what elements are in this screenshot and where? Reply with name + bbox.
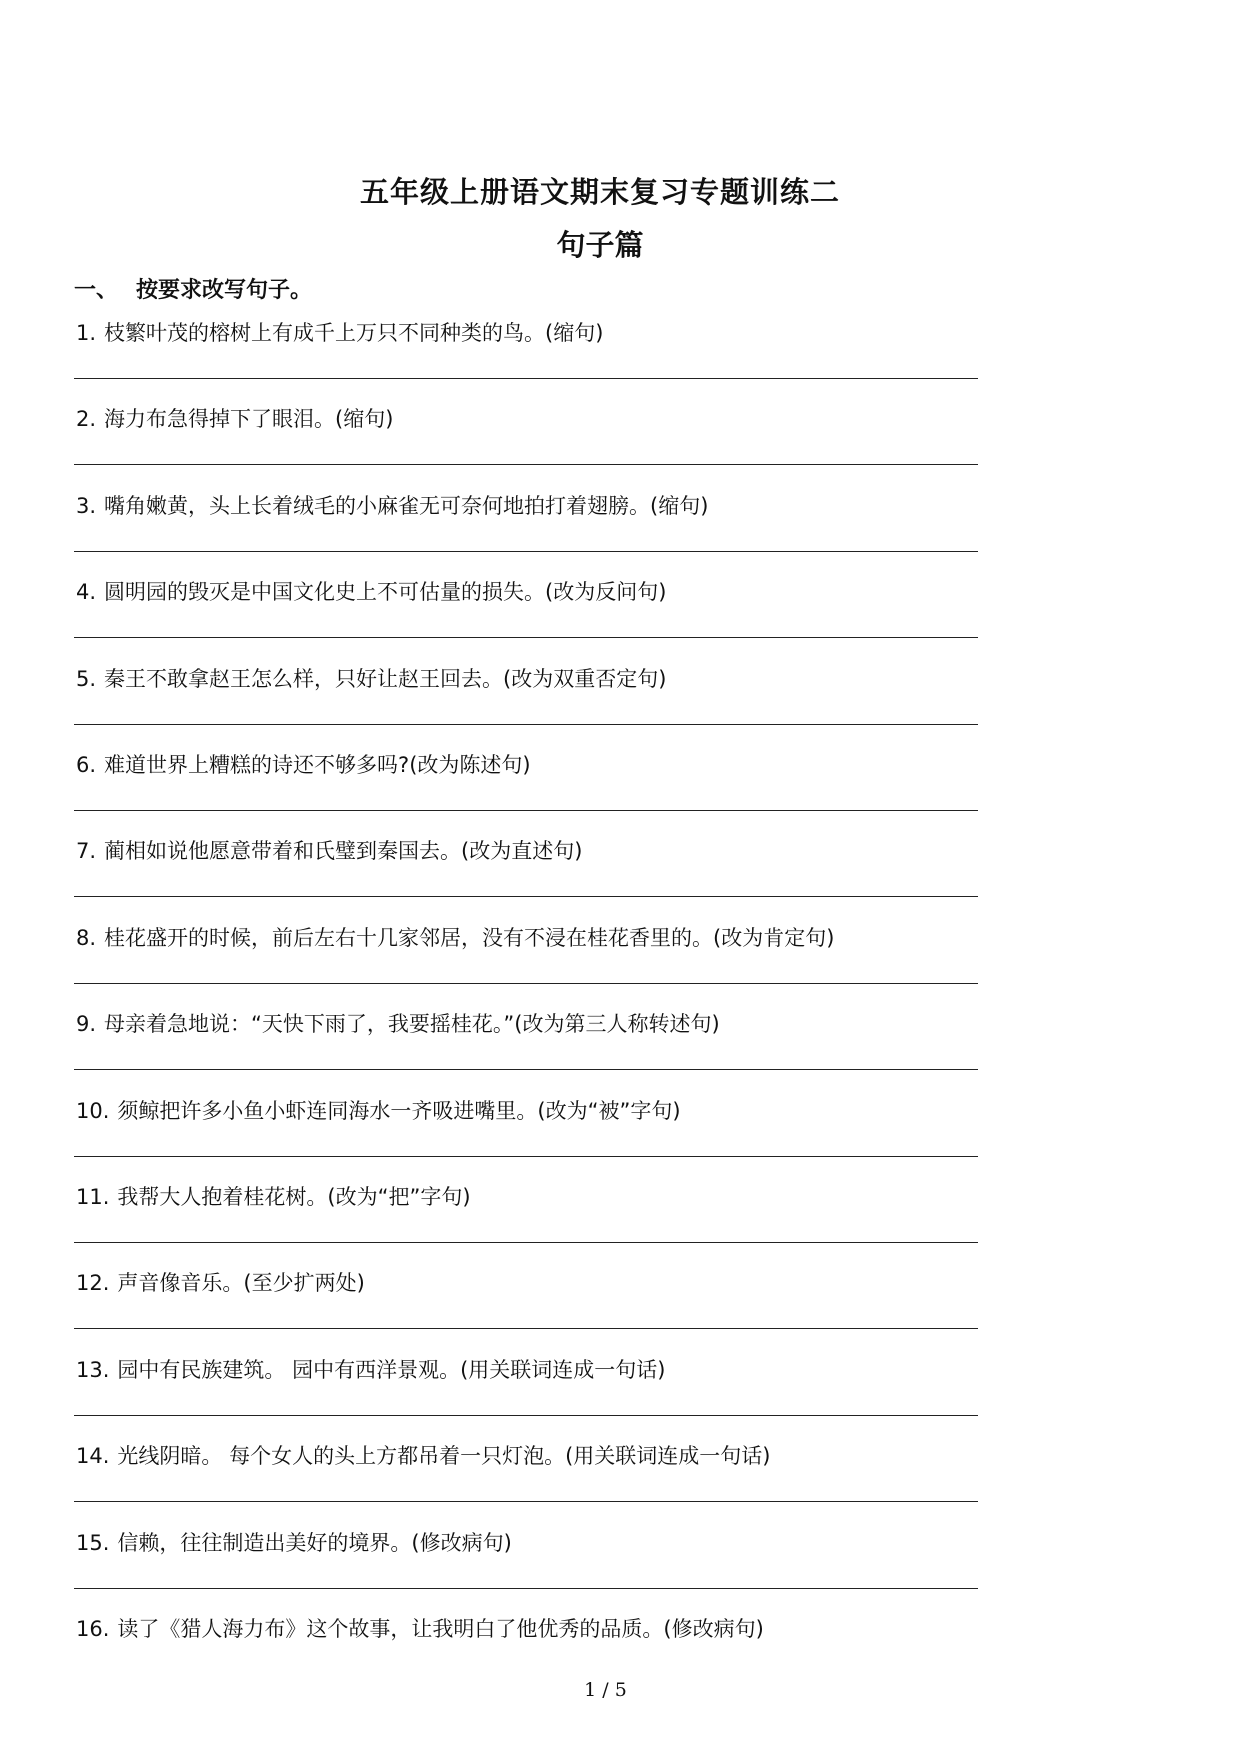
answer-line (74, 637, 978, 638)
question-number: 11. (76, 1185, 110, 1209)
question-text: 海力布急得掉下了眼泪。(缩句) (104, 407, 394, 431)
question-item (76, 1528, 976, 1558)
question-item (76, 1182, 976, 1212)
question-text: 枝繁叶茂的榕树上有成千上万只不同种类的鸟。(缩句) (104, 321, 604, 345)
question-item (76, 1355, 976, 1385)
question-number: 9. (76, 1012, 97, 1036)
answer-line (74, 724, 978, 725)
question-item (76, 318, 976, 348)
question-number: 6. (76, 753, 97, 777)
question-item (76, 1441, 976, 1471)
question-number: 8. (76, 926, 97, 950)
question-item (76, 923, 976, 953)
answer-line (74, 1069, 978, 1070)
answer-line (74, 810, 978, 811)
question-text: 桂花盛开的时候，前后左右十几家邻居，没有不浸在桂花香里的。(改为肯定句) (104, 926, 835, 950)
answer-line (74, 896, 978, 897)
answer-line (74, 551, 978, 552)
answer-line (74, 378, 978, 379)
question-number: 16. (76, 1617, 110, 1641)
document-title: 五年级上册语文期末复习专题训练二 (359, 175, 840, 209)
question-text: 嘴角嫩黄，头上长着绒毛的小麻雀无可奈何地拍打着翅膀。(缩句) (104, 494, 709, 518)
question-text: 难道世界上糟糕的诗还不够多吗?(改为陈述句) (104, 753, 531, 777)
question-item (76, 577, 976, 607)
question-text: 信赖，往往制造出美好的境界。(修改病句) (117, 1531, 512, 1555)
question-item (76, 1268, 976, 1298)
answer-line (74, 464, 978, 465)
question-text: 光线阴暗。 每个女人的头上方都吊着一只灯泡。(用关联词连成一句话) (117, 1444, 771, 1468)
question-text: 声音像音乐。(至少扩两处) (117, 1271, 365, 1295)
question-number: 13. (76, 1358, 110, 1382)
question-text: 我帮大人抱着桂花树。(改为“把”字句) (117, 1185, 471, 1209)
page-indicator: 1 / 5 (584, 1679, 627, 1701)
answer-line (74, 1156, 978, 1157)
question-number: 5. (76, 667, 97, 691)
question-text: 母亲着急地说：“天快下雨了，我要摇桂花。”(改为第三人称转述句) (104, 1012, 720, 1036)
question-text: 须鲸把许多小鱼小虾连同海水一齐吸进嘴里。(改为“被”字句) (117, 1099, 681, 1123)
section-number: 一、 (74, 278, 119, 303)
question-number: 15. (76, 1531, 110, 1555)
question-text: 圆明园的毁灭是中国文化史上不可估量的损失。(改为反问句) (104, 580, 667, 604)
section-heading-text: 按要求改写句子。 (136, 278, 313, 303)
document-subtitle: 句子篇 (556, 228, 644, 262)
question-text: 读了《猎人海力布》这个故事，让我明白了他优秀的品质。(修改病句) (117, 1617, 764, 1641)
question-item (76, 750, 976, 780)
question-item (76, 404, 976, 434)
answer-line (74, 983, 978, 984)
question-text: 蔺相如说他愿意带着和氏璧到秦国去。(改为直述句) (104, 839, 583, 863)
question-number: 12. (76, 1271, 110, 1295)
answer-line (74, 1415, 978, 1416)
answer-line (74, 1501, 978, 1502)
question-number: 3. (76, 494, 97, 518)
question-number: 1. (76, 321, 97, 345)
answer-line (74, 1588, 978, 1589)
question-item (76, 1614, 976, 1644)
question-item (76, 1009, 976, 1039)
answer-line (74, 1328, 978, 1329)
question-number: 4. (76, 580, 97, 604)
question-item (76, 836, 976, 866)
question-number: 2. (76, 407, 97, 431)
question-number: 10. (76, 1099, 110, 1123)
question-item (76, 491, 976, 521)
question-item (76, 1096, 976, 1126)
question-text: 秦王不敢拿赵王怎么样，只好让赵王回去。(改为双重否定句) (104, 667, 667, 691)
question-number: 14. (76, 1444, 110, 1468)
answer-line (74, 1242, 978, 1243)
question-number: 7. (76, 839, 97, 863)
question-item (76, 664, 976, 694)
question-text: 园中有民族建筑。 园中有西洋景观。(用关联词连成一句话) (117, 1358, 666, 1382)
